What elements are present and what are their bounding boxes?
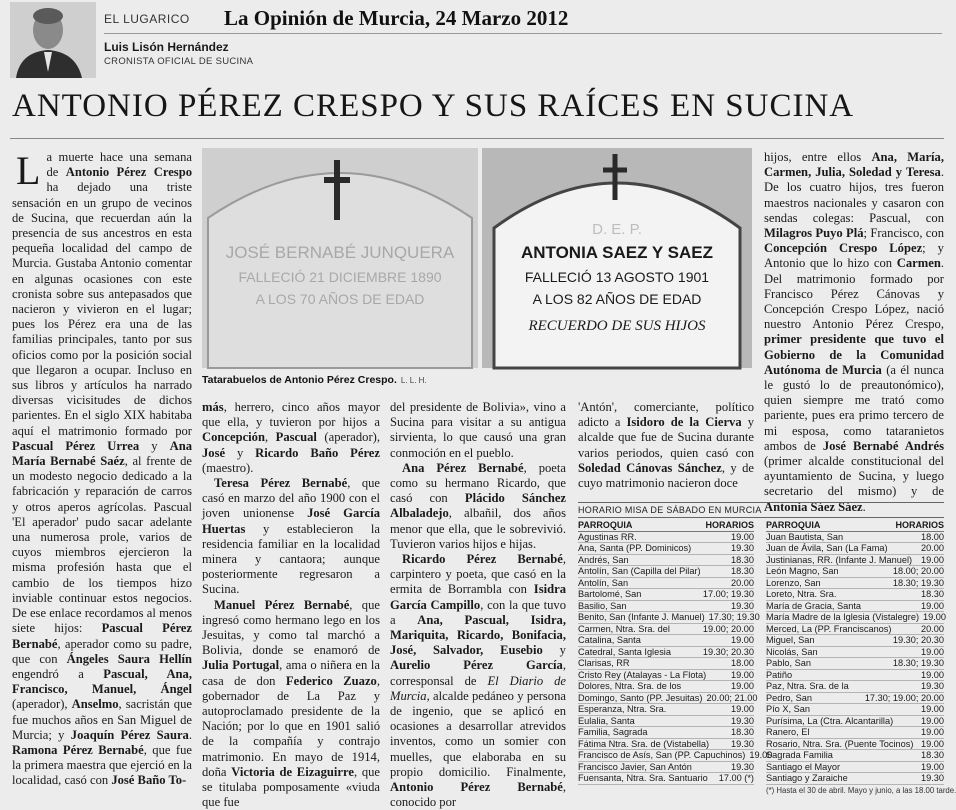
mass-times: 18.30; 19.30 — [892, 658, 944, 668]
schedule-row — [766, 762, 944, 774]
article-column-5: hijos, entre ellos Ana, María, Carmen, Julia, Soledad y Teresa. De los cuatro hijos, tres fueron maestros nacionales y casaron con sendas colegas: Pascual, con Milagros Puyo Plá; Francisco, con Concepción Crespo López; y Antonio que lo hizo con Carmen. Del matrimonio formado por Francisco Pérez Cánovas y Concepción Crespo López, nació nuestro Antonio Pérez Crespo, primer presidente que tuvo el Gobierno de la Comunidad Autónoma de Murcia (a él nunca le gustó lo de preautonómico), quien siempre me trató como pariente, pues era primo tercero de mi esposa, como tataranietos ambos de José Bernabé Andrés (primer alcalde constitucional del ayuntamiento de Sucina, y luego secretario del mismo) y de Antonia Sáez Sáez. — [764, 150, 944, 514]
headline-rule — [10, 138, 944, 139]
mass-times: 17.00; 19.30 — [702, 589, 754, 599]
mass-times: 19.30 — [731, 543, 754, 553]
mass-times: 19.00 — [921, 727, 944, 737]
mass-times: 19.00; 20.00 — [702, 623, 754, 634]
schedule-row — [578, 647, 754, 659]
parish-name: Antolín, San — [578, 577, 629, 588]
mass-times: 19.30 — [731, 715, 754, 726]
mass-times: 19.00 — [921, 704, 944, 714]
parish-name: Esperanza, Ntra. Sra. — [578, 704, 667, 714]
schedule-row — [766, 739, 944, 751]
schedule-row — [578, 658, 754, 670]
mass-times: 20.00 — [731, 577, 754, 588]
parish-name: Sagrada Familia — [766, 750, 833, 760]
mass-times: 19.00 — [921, 554, 944, 565]
mass-times: 19.00 — [731, 681, 754, 691]
parish-name: Agustinas RR. — [578, 531, 637, 542]
schedule-row — [578, 635, 754, 647]
parish-name: Andrés, San — [578, 554, 629, 565]
schedule-header-right: PARROQUIA HORARIOS — [766, 520, 944, 530]
mass-times: 18.30 — [921, 589, 944, 599]
article-column-1: La muerte hace una semana de Antonio Pérez Crespo ha dejado una triste sensación en un grupo de vecinos de Sucina, que recuerdan aún la presencia de sus ancestros en esta pequeña localidad del campo de Murcia. Gustaba Antonio comentar en algunas ocasiones con este cronista sobre sus antepasados que nacieron y vivieron en el lugar; pues los Pérez era una de las familias principales, tanto por sus oficios como por la posición social que llegaron a ocupar. Incluso en sus libros y artículos ha narrado diversas vicisitudes de dichos parientes. En el siglo XIX habitaba aquí el matrimonio formado por Pascual Pérez Urrea y Ana María Bernabé Saéz, al frente de un modesto negocio dedicado a la fabricación y reparación de carros y otros aperos agrícolas. Pascual 'El aperador' pudo sacar adelante una numerosa prole, varios de cuyos miembros ejercieron la misma profesión hasta que el cambio de los tiempos hizo inviable continuar estos negocios. De ese enlace recordamos al menos siete hijos: Pascual Pérez Bernabé, aperador como su padre, que con Ángeles Saura Hellín engendró a Pascual, Ana, Francisco, Manuel, Ángel (aperador), Anselmo, sacristán que fue muchos años en San Miguel de Murcia; y Joaquín Pérez Saura. Ramona Pérez Bernabé, que fue la primera maestra que ejerció en la localidad, casó con José Baño To- — [12, 148, 192, 788]
schedule-footnote: (*) Hasta el 30 de abril. Mayo y junio, a las 18.00 tarde. — [766, 785, 956, 795]
schedule-row — [578, 612, 760, 624]
schedule-row — [578, 601, 754, 613]
section-label: EL LUGARICO — [104, 12, 190, 26]
schedule-row — [766, 670, 944, 682]
parish-name: León Magno, San — [766, 566, 839, 576]
header-rule — [104, 33, 942, 34]
mass-times: 19.00 — [923, 612, 947, 622]
schedule-row — [578, 750, 773, 762]
parish-name: Santiago y Zaraiche — [766, 773, 848, 783]
schedule-row — [578, 716, 754, 728]
mass-times: 19.30; 20.30 — [892, 635, 944, 645]
schedule-row — [578, 543, 754, 555]
article-column-3: del presidente de Bolivia», vino a Sucina para visitar a su antigua sirvienta, lo que causó una gran conmoción en el pueblo. Ana Pérez Bernabé, poeta como su hermano Ricardo, que casó con Plácido Sánchez Albaladejo, albañil, dos años menor que ella, que le sobrevivió. Tuvieron varios hijos e hijas. Ricardo Pérez Bernabé, carpintero y poeta, que casó en la ermita de Borrambla con Isidra García Campillo, con la que tuvo a Ana, Pascual, Isidra, Mariquita, Ricardo, Bonifacia, José, Salvador, Eusebio y Aurelio Pérez García, corresponsal de El Diario de Murcia, alcalde pedáneo y persona de ingenio, que se aplicó en ocasiones a desarrollar atrevidos inventos, como un somier con muelles, que elaboraba en su propio domicilio. Finalmente, Antonio Pérez Bernabé, conocido por — [390, 400, 567, 810]
parish-name: Dolores, Ntra. Sra. de los — [578, 681, 682, 691]
mass-times: 19.30 — [731, 600, 754, 611]
schedule-row — [766, 566, 944, 578]
parish-name: Bartolomé, San — [578, 589, 642, 599]
mass-times: 19.00 — [921, 715, 944, 726]
mass-times: 19.30 — [921, 773, 944, 783]
mass-times: 18.00; 20.00 — [892, 566, 944, 576]
tombstone-left-line2: FALLECIÓ 21 DICIEMBRE 1890 — [238, 269, 442, 285]
schedule-row — [766, 681, 944, 693]
mass-times: 20.00 — [921, 543, 944, 553]
schedule-row — [766, 716, 944, 728]
parish-name: Juan de Ávila, San (La Fama) — [766, 543, 888, 553]
mass-times: 19.00 — [731, 704, 754, 714]
parish-name: Fátima Ntra. Sra. de (Vistabella) — [578, 738, 710, 749]
schedule-row — [766, 589, 944, 601]
mass-times: 19.00 — [731, 531, 754, 542]
mass-times: 18.30; 19.30 — [892, 577, 944, 588]
schedule-row — [766, 601, 944, 613]
parish-name: Merced, La (PP. Franciscanos) — [766, 623, 892, 634]
parish-name: Pío X, San — [766, 704, 810, 714]
parish-name: Fuensanta, Ntra. Sra. Santuario — [578, 773, 708, 783]
tombstone-photo-right — [482, 148, 752, 368]
parish-name: Patiño — [766, 669, 793, 680]
tombstone-photo-left — [202, 148, 478, 368]
article-column-4: 'Antón', comerciante, político adicto a Isidoro de la Cierva y alcalde que fue de Sucina durante varios periodos, quien casó con Soledad Cánovas Sánchez, y de cuyo matrimonio nacieron doce — [578, 400, 754, 491]
masthead: La Opinión de Murcia, 24 Marzo 2012 — [224, 6, 569, 30]
schedule-row — [578, 555, 754, 567]
mass-times: 18.30 — [921, 750, 944, 760]
parish-name: Miguel, San — [766, 635, 815, 645]
tombstone-right-top: D. E. P. — [592, 221, 642, 238]
author-name: Luis Lisón Hernández — [104, 40, 229, 54]
schedule-row — [766, 532, 944, 544]
parish-name: Santiago el Mayor — [766, 761, 841, 772]
mass-times: 19.00 — [731, 635, 754, 645]
article-headline: ANTONIO PÉREZ CRESPO Y SUS RAÍCES EN SUCINA — [12, 88, 855, 124]
parish-name: Pablo, San — [766, 658, 811, 668]
parish-name: Carmen, Ntra. Sra. del — [578, 623, 670, 634]
schedule-row — [578, 704, 754, 716]
mass-times: 20.00; 21.00 — [706, 692, 758, 703]
schedule-row — [766, 693, 944, 705]
tombstone-right-line3: A LOS 82 AÑOS DE EDAD — [532, 291, 702, 307]
tombstone-left-line3: A LOS 70 AÑOS DE EDAD — [255, 291, 425, 307]
schedule-table-left — [578, 520, 773, 785]
mass-times: 17.00 (*) — [718, 773, 754, 783]
schedule-row — [578, 692, 758, 705]
schedule-row — [766, 612, 947, 624]
parish-name: Catalina, Santa — [578, 635, 641, 645]
tombstone-left-line1: JOSÉ BERNABÉ JUNQUERA — [225, 243, 455, 262]
mass-times: 20.00 — [921, 623, 944, 634]
mass-times: 19.30 — [731, 738, 754, 749]
mass-times: 19.30 — [921, 681, 944, 691]
author-role: CRONISTA OFICIAL DE SUCINA — [104, 56, 254, 67]
schedule-row — [766, 543, 944, 555]
parish-name: Nicolás, San — [766, 646, 818, 657]
schedule-row — [578, 566, 754, 578]
parish-name: Eulalia, Santa — [578, 715, 635, 726]
parish-name: Ana, Santa (PP. Dominicos) — [578, 543, 692, 553]
schedule-row — [578, 578, 754, 590]
parish-name: Cristo Rey (Atalayas - La Flota) — [578, 669, 707, 680]
parish-name: María de Gracia, Santa — [766, 600, 861, 611]
tombstone-right-line2: FALLECIÓ 13 AGOSTO 1901 — [524, 269, 710, 285]
schedule-row — [766, 635, 944, 647]
schedule-row — [766, 750, 944, 762]
article-column-2: más, herrero, cinco años mayor que ella, y tuvieron por hijos a Concepción, Pascual (aperador), José y Ricardo Baño Pérez (maestro). Teresa Pérez Bernabé, que casó en marzo del año 1900 con el joven unionense José García Huertas y establecieron la residencia familiar en la localidad minera y cantaora; aunque posteriormente regresaron a Sucina. Manuel Pérez Bernabé, que ingresó como hermano lego en los Jesuitas, y como tal marchó a Bolivia, donde se enamoró de Julia Portugal, ama o niñera en la casa de don Federico Zuazo, gobernador de La Paz y autoproclamado presidente de la Nación; por lo que en 1901 salió de la compañía y contrajo matrimonio. En mayo de 1914, doña Victoria de Eizaguirre, que se titulaba pomposamente «viuda que fue — [202, 400, 380, 810]
parish-name: María Madre de la Iglesia (Vistalegre) — [766, 612, 920, 622]
parish-name: Ranero, El — [766, 727, 810, 737]
mass-times: 17.30; 19.30 — [708, 612, 760, 622]
mass-times: 18.30 — [731, 566, 754, 576]
schedule-row — [578, 681, 754, 693]
mass-times: 19.00 — [921, 600, 944, 611]
schedule-row — [766, 578, 944, 590]
mass-times: 19.00 — [921, 761, 944, 772]
tombstone-right-line1: ANTONIA SAEZ Y SAEZ — [520, 243, 714, 262]
schedule-row — [766, 704, 944, 716]
mass-times: 18.00 — [731, 658, 754, 668]
parish-name: Rosario, Ntra. Sra. (Puente Tocinos) — [766, 738, 914, 749]
parish-name: Antolín, San (Capilla del Pilar) — [578, 566, 701, 576]
parish-name: Lorenzo, San — [766, 577, 821, 588]
schedule-row — [578, 773, 754, 785]
parish-name: Loreto, Ntra. Sra. — [766, 589, 837, 599]
tombstone-right-line4: RECUERDO DE SUS HIJOS — [528, 318, 706, 334]
schedule-row — [766, 624, 944, 636]
schedule-row — [578, 532, 754, 544]
schedule-row — [766, 727, 944, 739]
mass-times: 17.30; 19.00; 20.00 — [864, 692, 944, 703]
mass-times: 19.00 — [921, 646, 944, 657]
photo-caption: Tatarabuelos de Antonio Pérez Crespo. L. L. H. — [202, 374, 427, 386]
schedule-header-left: PARROQUIA HORARIOS — [578, 520, 754, 530]
schedule-row — [766, 658, 944, 670]
parish-name: Basilio, San — [578, 600, 627, 611]
schedule-row — [578, 670, 754, 682]
schedule-row — [766, 773, 944, 785]
mass-times: 19.00 — [749, 750, 773, 760]
schedule-row — [578, 739, 754, 751]
mass-times: 19.30; 20.30 — [702, 646, 754, 657]
schedule-row — [578, 762, 754, 774]
mass-times: 19.00 — [921, 669, 944, 680]
parish-name: Justinianas, RR. (Infante J. Manuel) — [766, 554, 913, 565]
parish-name: Clarisas, RR — [578, 658, 630, 668]
parish-name: Domingo, Santo (PP. Jesuitas) — [578, 692, 703, 703]
parish-name: Juan Bautista, San — [766, 531, 844, 542]
mass-times: 18.30 — [731, 554, 754, 565]
mass-times: 18.30 — [731, 727, 754, 737]
parish-name: Catedral, Santa Iglesia — [578, 646, 671, 657]
parish-name: Paz, Ntra. Sra. de la — [766, 681, 849, 691]
photo-credit: L. L. H. — [400, 376, 427, 385]
parish-name: Benito, San (Infante J. Manuel) — [578, 612, 705, 622]
parish-name: Familia, Sagrada — [578, 727, 648, 737]
mass-times: 19.30 — [731, 761, 754, 772]
schedule-row — [578, 727, 754, 739]
schedule-row — [766, 555, 944, 567]
mass-times: 19.00 — [731, 669, 754, 680]
parish-name: Pedro, San — [766, 692, 812, 703]
schedule-title: HORARIO MISA DE SÁBADO EN MURCIA — [578, 502, 944, 518]
parish-name: Francisco de Asís, San (PP. Capuchinos) — [578, 750, 746, 760]
mass-times: 18.00 — [921, 531, 944, 542]
parish-name: Francisco Javier, San Antón — [578, 761, 692, 772]
author-photo — [10, 2, 96, 78]
schedule-row — [578, 589, 754, 601]
schedule-row — [578, 624, 754, 636]
parish-name: Purísima, La (Ctra. Alcantarilla) — [766, 715, 894, 726]
schedule-row — [766, 647, 944, 659]
drop-cap: L — [16, 148, 41, 193]
schedule-table-right — [766, 520, 956, 796]
mass-times: 19.00 — [921, 738, 944, 749]
